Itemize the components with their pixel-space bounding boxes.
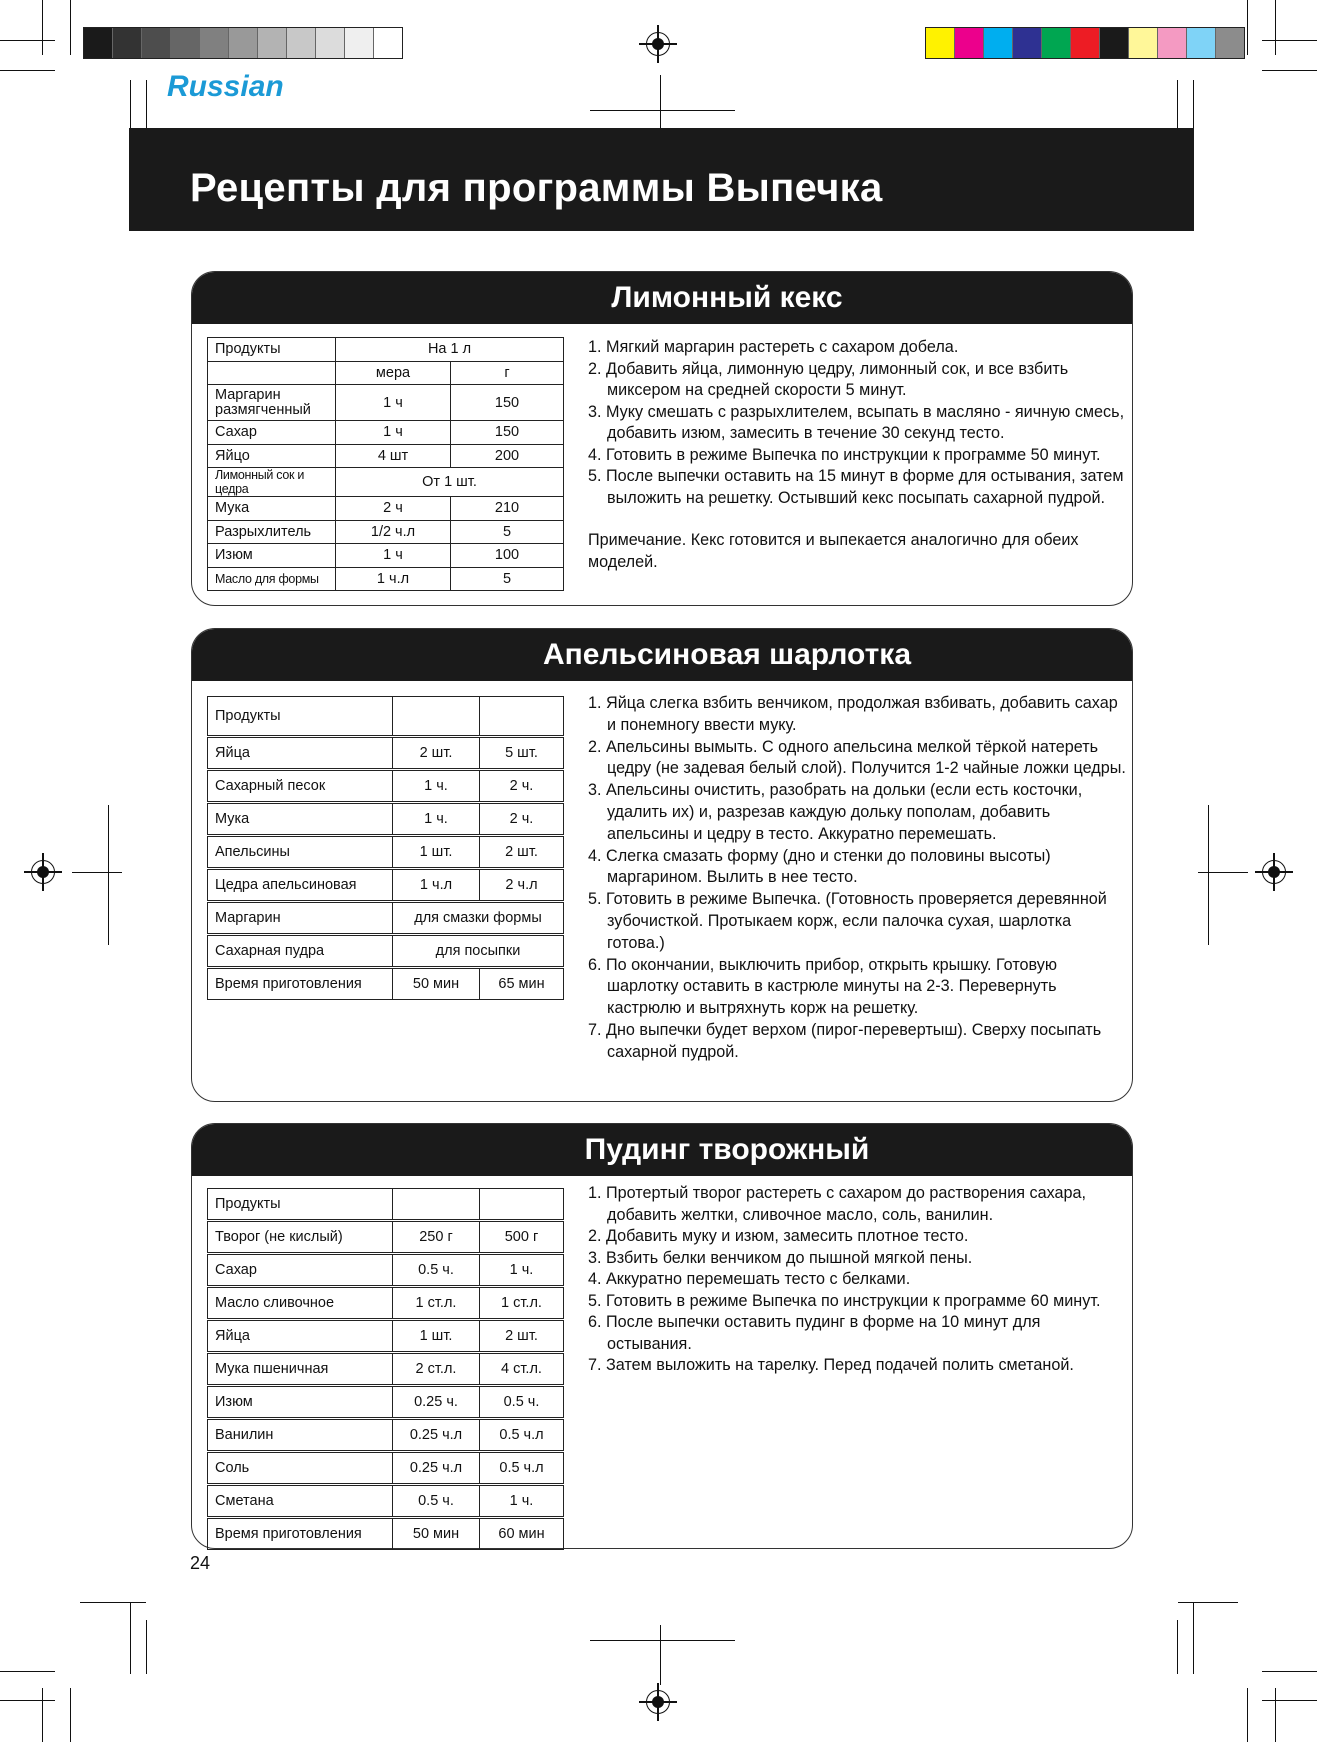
color-swatch — [1013, 28, 1042, 58]
color-swatch — [926, 28, 955, 58]
gray-swatch — [258, 28, 287, 58]
instructions-cottage-pudding — [588, 1183, 1128, 1377]
color-swatch — [1158, 28, 1187, 58]
step: 3. Взбить белки венчиком до пышной мягкой пены. — [588, 1248, 973, 1267]
table-row: Масло для формы 1 ч.л 5 — [208, 567, 564, 591]
table-row: Яйцо 4 шт 200 — [208, 444, 564, 468]
language-label: Russian — [167, 70, 284, 103]
color-swatch — [1187, 28, 1216, 58]
table-row: Сахар 1 ч 150 — [208, 421, 564, 445]
note: Примечание. Кекс готовится и выпекается аналогично для обеих моделей. — [588, 531, 1079, 571]
table-row: Сметана 0.5 ч. 1 ч. — [208, 1485, 564, 1518]
instructions-orange-charlotte — [588, 693, 1128, 1064]
gray-swatch — [84, 28, 113, 58]
col-header: мера — [336, 361, 451, 385]
step: 3. Муку смешать с разрыхлителем, всыпать в масляно - яичную смесь, добавить изюм, замесить в течение 30 секунд тесто. — [588, 402, 1125, 442]
gray-swatch — [200, 28, 229, 58]
color-swatch — [1100, 28, 1129, 58]
gray-swatch — [316, 28, 345, 58]
ingredients-table-cottage-pudding — [207, 1188, 564, 1550]
table-row: Апельсины 1 шт. 2 шт. — [208, 836, 564, 869]
step: 7. Дно выпечки будет верхом (пирог-перевертыш). Сверху посыпать сахарной пудрой. — [588, 1020, 1102, 1061]
registration-mark-left — [31, 860, 55, 884]
step: 6. По окончании, выключить прибор, открыть крышку. Готовую шарлотку оставить в кастрюле минуты на 2-3. Перевернуть кастрюлю и вытряхнуть корж на решетку. — [588, 955, 1058, 1018]
table-row-cooking-time: Время приготовления 50 мин 60 мин — [208, 1518, 564, 1550]
step: 5. Готовить в режиме Выпечка. (Готовность проверяется деревянной зубочисткой. Протыкаем корж, если палочка сухая, шарлотка готова.) — [588, 890, 1107, 952]
color-swatch — [955, 28, 984, 58]
table-row: Ванилин 0.25 ч.л 0.5 ч.л — [208, 1419, 564, 1452]
step: 2. Добавить муку и изюм, замесить плотное тесто. — [588, 1227, 969, 1245]
table-row: Мука пшеничная 2 ст.л. 4 ст.л. — [208, 1353, 564, 1386]
page-title: Рецепты для программы Выпечка — [190, 166, 883, 210]
gray-swatch — [229, 28, 258, 58]
step: 5. После выпечки оставить на 15 минут в форме для остывания, затем выложить на решетку. Остывший кекс посыпать сахарной пудрой. — [588, 467, 1124, 507]
table-row: Мука 1 ч. 2 ч. — [208, 803, 564, 836]
step: 7. Затем выложить на тарелку. Перед подачей полить сметаной. — [588, 1356, 1074, 1374]
step: 4. Аккуратно перемешать тесто с белками. — [588, 1270, 911, 1288]
ingredients-table-orange-charlotte — [207, 696, 564, 1000]
col-header: Продукты — [208, 697, 393, 737]
ingredients-table-lemon-cake — [207, 337, 564, 591]
step: 1. Протертый творог растереть с сахаром до растворения сахара, добавить желтки, сливочное масло, соль, ванилин. — [588, 1184, 1087, 1224]
col-header: Продукты — [208, 338, 336, 362]
registration-mark-bottom — [646, 1690, 670, 1714]
step: 4. Готовить в режиме Выпечка по инструкции к программе 50 минут. — [588, 445, 1101, 464]
table-row: Маргарин размягченный 1 ч 150 — [208, 385, 564, 421]
table-row: Соль 0.25 ч.л 0.5 ч.л — [208, 1452, 564, 1485]
step: 3. Апельсины очистить, разобрать на дольки (если есть косточки, удалить их) и, разрезав каждую дольку пополам, добавить апельсины и цедру в тесто. Аккуратно перемешать. — [588, 781, 1083, 843]
gray-swatch — [171, 28, 200, 58]
gray-swatch — [113, 28, 142, 58]
step: 1. Мягкий маргарин растереть с сахаром добела. — [588, 338, 959, 356]
page-number: 24 — [190, 1553, 211, 1573]
gray-swatch — [287, 28, 316, 58]
recipe-title: Апельсиновая шарлотка — [192, 629, 1132, 681]
gray-swatch — [345, 28, 374, 58]
table-row: Масло сливочное 1 ст.л. 1 ст.л. — [208, 1287, 564, 1320]
table-row: Разрыхлитель 1/2 ч.л 5 — [208, 520, 564, 544]
table-row: Мука 2 ч 210 — [208, 497, 564, 521]
col-header: На 1 л — [336, 338, 564, 362]
color-swatch — [1216, 28, 1244, 58]
step: 2. Добавить яйца, лимонную цедру, лимонный сок, и все взбить миксером на средней скорости 5 минут. — [588, 359, 1069, 399]
registration-mark-top — [646, 32, 670, 56]
table-row: Яйца 2 шт. 5 шт. — [208, 737, 564, 770]
grayscale-calibration-bar — [83, 27, 403, 59]
col-header: г — [451, 361, 564, 385]
color-swatch — [984, 28, 1013, 58]
table-row: Изюм 0.25 ч. 0.5 ч. — [208, 1386, 564, 1419]
color-swatch — [1071, 28, 1100, 58]
step: 6. После выпечки оставить пудинг в форме на 10 минут для остывания. — [588, 1313, 1041, 1353]
step: 4. Слегка смазать форму (дно и стенки до половины высоты) маргарином. Вылить в нее тесто. — [588, 846, 1051, 887]
gray-swatch — [374, 28, 402, 58]
step: 1. Яйца слегка взбить венчиком, продолжая взбивать, добавить сахар и понемногу ввести муку. — [588, 694, 1118, 734]
table-row: Сахар 0.5 ч. 1 ч. — [208, 1254, 564, 1287]
color-calibration-bar — [925, 27, 1245, 59]
gray-swatch — [142, 28, 171, 58]
color-swatch — [1042, 28, 1071, 58]
table-row: Сахарный песок 1 ч. 2 ч. — [208, 770, 564, 803]
table-row: Цедра апельсиновая 1 ч.л 2 ч.л — [208, 869, 564, 902]
instructions-lemon-cake — [588, 337, 1128, 573]
table-row: Лимонный сок и цедра От 1 шт. — [208, 468, 564, 497]
table-row: Маргарин для смазки формы — [208, 902, 564, 935]
table-row-cooking-time: Время приготовления 50 мин 65 мин — [208, 968, 564, 1000]
table-row: Творог (не кислый) 250 г 500 г — [208, 1221, 564, 1254]
color-swatch — [1129, 28, 1158, 58]
recipe-title: Пудинг творожный — [192, 1124, 1132, 1176]
recipe-title: Лимонный кекс — [192, 272, 1132, 324]
table-row: Яйца 1 шт. 2 шт. — [208, 1320, 564, 1353]
registration-mark-right — [1262, 860, 1286, 884]
step: 2. Апельсины вымыть. С одного апельсина мелкой тёркой натереть цедру (не задевая белый слой). Получится 1-2 чайные ложки цедры. — [588, 737, 1126, 778]
col-header: Продукты — [208, 1189, 393, 1221]
table-row: Изюм 1 ч 100 — [208, 544, 564, 568]
table-row: Сахарная пудра для посыпки — [208, 935, 564, 968]
step: 5. Готовить в режиме Выпечка по инструкции к программе 60 минут. — [588, 1291, 1101, 1310]
